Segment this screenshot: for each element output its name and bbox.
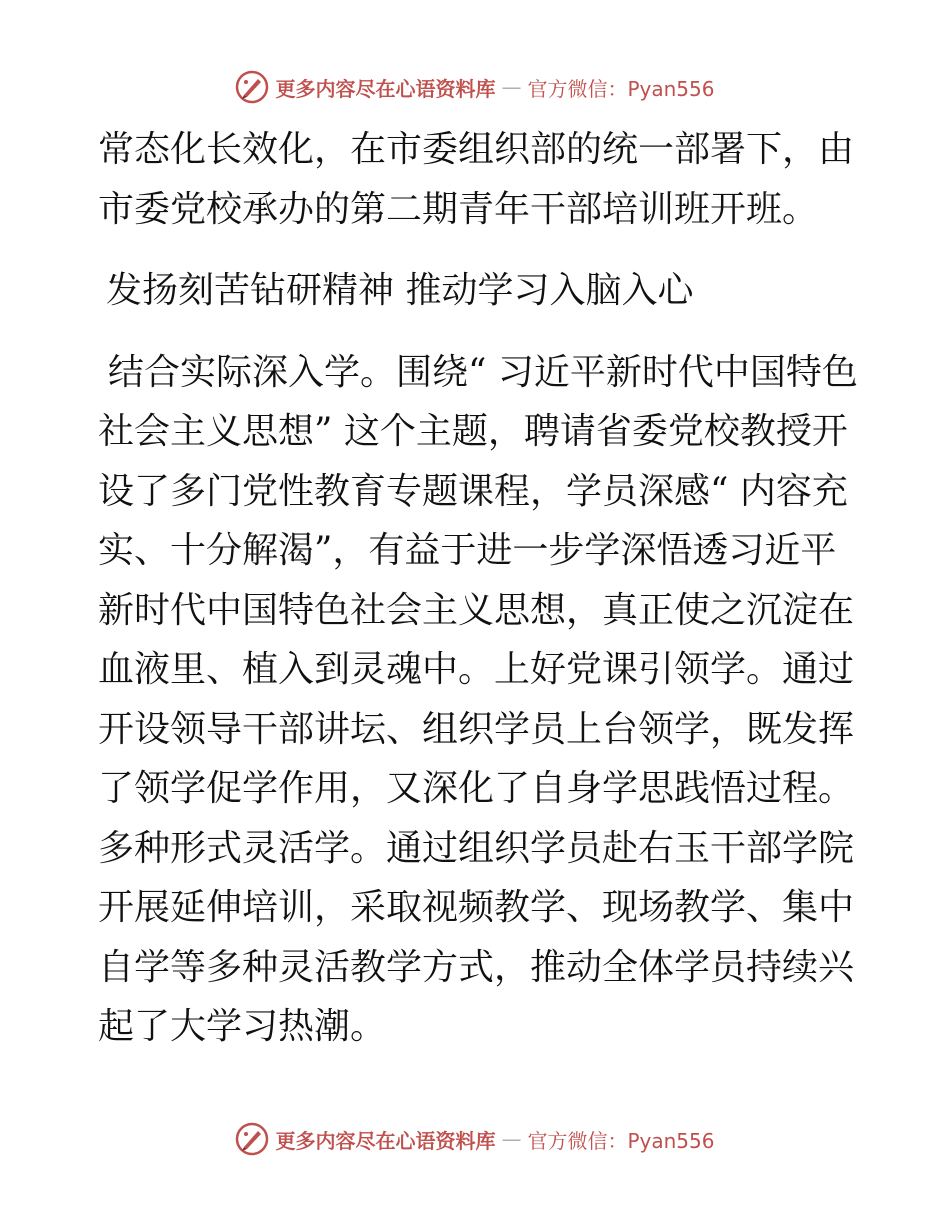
section-heading: 发扬刻苦钻研精神 推动学习入脑入心	[106, 270, 694, 311]
watermark-wechat: 官方微信：Pyan556	[527, 1128, 715, 1153]
pen-seal-icon	[235, 1122, 269, 1156]
watermark-separator: —	[501, 1127, 522, 1151]
watermark-separator: —	[501, 75, 522, 99]
footer-watermark	[0, 1122, 950, 1156]
body-paragraph: 常态化长效化，在市委组织部的统一部署下，由市委党校承办的第二期青年干部培训班开班。	[98, 129, 855, 230]
document-body	[98, 120, 858, 1057]
header-watermark	[0, 70, 950, 104]
pen-seal-icon	[235, 70, 269, 104]
watermark-text: 更多内容尽在心语资料库	[275, 1128, 496, 1153]
body-paragraph: 结合实际深入学。围绕“ 习近平新时代中国特色社会主义思想” 这个主题，聘请省委党校教授开设了多门党性教育专题课程，学员深感“ 内容充实、十分解渴”，有益于进一步学深悟透习近平新时代中国特色社会主义思想，真正使之沉淀在血液里、植入到灵魂中。上好党课引领学。通过开设领导干部讲坛、组织学员上台领学，既发挥了领学促学作用，又深化了自身学思践悟过程。多种形式灵活学。通过组织学员赴右玉干部学院开展延伸培训，采取视频教学、现场教学、集中自学等多种灵活教学方式，推动全体学员持续兴起了大学习热潮。	[98, 351, 858, 1047]
watermark-wechat: 官方微信：Pyan556	[527, 76, 715, 101]
watermark-text: 更多内容尽在心语资料库	[275, 76, 496, 101]
